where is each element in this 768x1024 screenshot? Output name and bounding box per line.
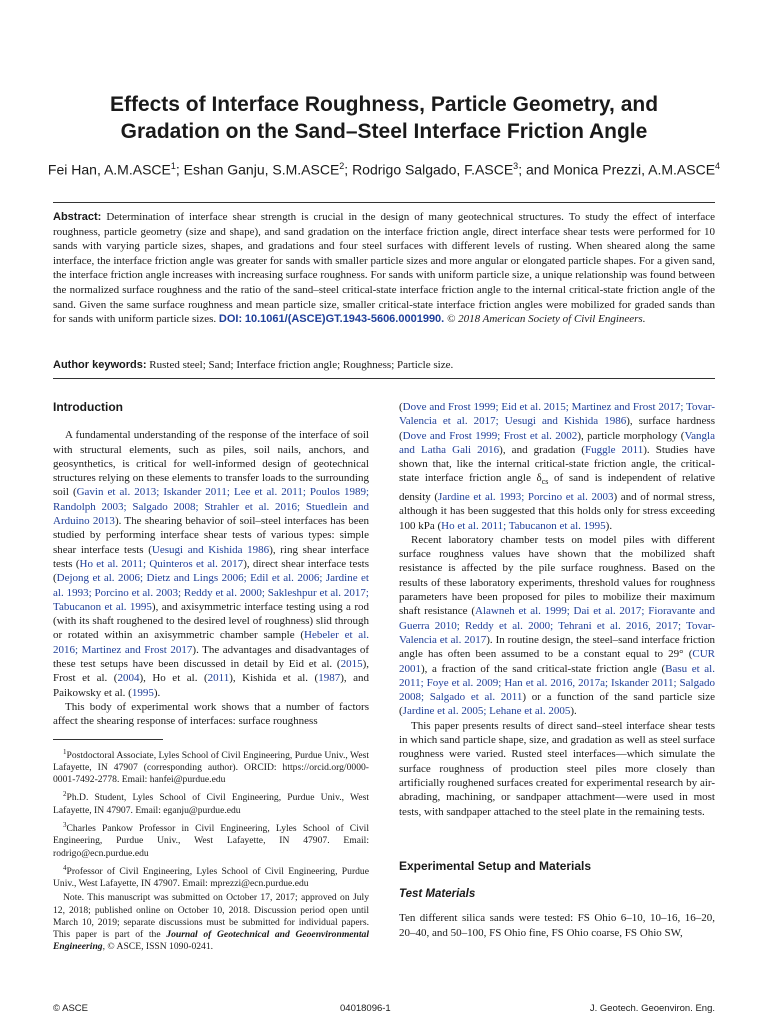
footnote-4-marker: 4: [63, 863, 67, 872]
submission-note: [53, 892, 369, 953]
footnote-2-marker: 2: [63, 790, 67, 799]
citation-link[interactable]: CUR 2001: [399, 648, 715, 675]
title-line-1: Effects of Interface Roughness, Particle Geometry, and: [109, 93, 659, 116]
footer-journal: J. Geotech. Geoenviron. Eng.: [589, 1003, 715, 1014]
footnote-1-text: Postdoctoral Associate, Lyles School of Civil Engineering, Purdue Univ., West Lafayette, IN 47907 (corresponding author). ORCID: https://orcid.org/0000-0001-7492-2778. Email: hanfei@purdue.edu: [53, 749, 369, 786]
citation-link[interactable]: Gavin et al. 2013; Iskander 2011; Lee et al. 2011; Poulos 1989; Randolph 2003; Salgado 2008; Strahler et al. 2016; Stuedlein and Arduino 2013: [53, 486, 369, 528]
author-3-affil: 3: [513, 161, 519, 171]
citation-link[interactable]: Vangla and Latha Gali 2016: [399, 429, 715, 456]
citation-link[interactable]: 1987: [318, 672, 341, 685]
footer-article-number: 04018096-1: [340, 1003, 391, 1014]
footnote-1: [53, 746, 369, 787]
section-heading-introduction: Introduction: [53, 400, 123, 414]
journal-name: Journal of Geotechnical and Geoenvironmental Engineering: [53, 928, 370, 953]
footnote-rule: [53, 739, 163, 740]
note-text: Note. This manuscript was submitted on October 17, 2017; approved on July 12, 2018; published online on October 10, 2018. Discussion period open until March 10, 2019; separate discussions must be submitted for individual papers. This paper is part of the: [53, 892, 369, 940]
abstract-top-rule: [53, 202, 715, 203]
citation-link[interactable]: Dove and Frost 1999; Frost et al. 2002: [402, 429, 578, 442]
citation-link[interactable]: Fuggle 2011: [584, 443, 644, 456]
citation-link[interactable]: Uesugi and Kishida 1986: [151, 543, 270, 556]
abstract-text: Determination of interface shear strength is crucial in the design of many geotechnical structures. To study the effect of interface roughness, particle geometry (size and shape), and sand gradation on the interface friction angle, direct interface shear tests were performed for 10 sands with varying particle sizes, shapes, and gradations and four steel surfaces with different levels of rusting. When sheared along the same interface, the interface friction angle was greater for sands with smaller particle sizes and more angular or elongated particle shapes. For a given sand, the interface friction angle increases with increasing surface roughness. For sands with uniform particle size, a unique relationship was found between the normalized surface roughness and the ratio of the sand–steel critical-state interface friction angle to the internal critical-state friction angle of the sand. Given the same surface roughness and mean particle size, smaller critical-state interface friction angles were mobilized for graded sands than for sands with uniform particle sizes.: [53, 211, 715, 326]
abstract: [53, 210, 715, 327]
author-4-affil: 4: [715, 161, 721, 171]
left-column: [53, 400, 369, 955]
keywords-text: Rusted steel; Sand; Interface friction angle; Roughness; Particle size.: [149, 359, 454, 371]
keywords-label: Author keywords:: [53, 359, 147, 371]
right-paragraph-1: (Dove and Frost 1999; Eid et al. 2015; Martinez and Frost 2017; Tovar-Valencia et al. 2017; Uesugi and Kishida 1986), surface hardness (Dove and Frost 1999; Frost et al. 2002), particle morphology (Vangla and Latha Gali 2016), and gradation (Fuggle 2011). Studies have shown that, like the internal critical-state friction angle, the critical-state interface friction angle $\delta_{cs}$ of sand is independent of relative density (Jardine et al. 1993; Porcino et al. 2003) and of normal stress, although it has been suggested that this holds only for stress exceeding 100 kPa (Ho et al. 2011; Tabucanon et al. 1995).: [399, 401, 716, 532]
citation-link[interactable]: Ho et al. 2011; Quinteros et al. 2017: [79, 557, 244, 570]
author-keywords: [53, 358, 715, 372]
citation-link[interactable]: Alawneh et al. 1999; Dai et al. 2017; Fioravante and Guerra 2010; Reddy et al. 2000; Tehrani et al. 2016, 2017; Tovar-Valencia et al. 2017: [399, 605, 715, 646]
author-2: ; Eshan Ganju, S.M.ASCE: [175, 161, 340, 178]
citation-link[interactable]: 2011: [207, 672, 230, 685]
citation-link[interactable]: Basu et al. 2011; Foye et al. 2009; Han et al. 2016, 2017a; Iskander 2011; Salgado 2008; Salgado et al. 2011: [399, 662, 715, 704]
author-1: Fei Han, A.M.ASCE: [47, 161, 171, 178]
author-1-affil: 1: [170, 161, 176, 171]
footnote-3-text: Charles Pankow Professor in Civil Engineering, Lyles School of Civil Engineering, Purdue Univ., West Lafayette, IN 47907. Email: rodrigo@ecn.purdue.edu: [53, 823, 369, 859]
citation-link[interactable]: 2004: [117, 672, 140, 685]
citation-link[interactable]: Ho et al. 2011; Tabucanon et al. 1995: [441, 519, 606, 532]
author-4: ; and Monica Prezzi, A.M.ASCE: [518, 161, 716, 178]
abstract-label: Abstract:: [53, 211, 102, 223]
keywords-bottom-rule: [53, 378, 715, 379]
footnote-3: [53, 819, 369, 860]
footnote-4: [53, 862, 369, 891]
author-3: ; Rodrigo Salgado, F.ASCE: [344, 161, 514, 178]
subsection-heading-materials: Test Materials: [399, 888, 476, 901]
right-paragraph-2: Recent laboratory chamber tests on model piles with different surface roughness values have shown that the mobilized shaft resistance is affected by the pile surface roughness. Based on the results of these laboratory experiments, threshold values for roughness parameters have been proposed for piles to mobilize their maximum shaft resistance (Alawneh et al. 1999; Dai et al. 2017; Fioravante and Guerra 2010; Reddy et al. 2000; Tehrani et al. 2016, 2017; Tovar-Valencia et al. 2017). In routine design, the steel–sand interface friction angle has often been assumed to be a constant equal to 29° (CUR 2001), a fraction of the sand critical-state friction angle (Basu et al. 2011; Foye et al. 2009; Han et al. 2016, 2017a; Iskander 2011; Salgado 2008; Salgado et al. 2011) or a function of the sand particle size (Jardine et al. 2005; Lehane et al. 2005).: [399, 533, 715, 718]
footnote-3-marker: 3: [63, 820, 67, 829]
footnote-1-marker: 1: [63, 747, 67, 756]
citation-link[interactable]: Jardine et al. 2005; Lehane et al. 2005: [402, 705, 571, 718]
materials-paragraph: Ten different silica sands were tested: FS Ohio 6–10, 10–16, 16–20, 20–40, and 50–100, FS Ohio fine, FS Ohio coarse, FS Ohio SW,: [399, 912, 715, 939]
author-2-affil: 2: [339, 161, 345, 171]
author-list: [40, 157, 728, 179]
citation-link[interactable]: Jardine et al. 1993; Porcino et al. 2003: [438, 490, 614, 503]
section-heading-setup: Experimental Setup and Materials: [399, 858, 592, 873]
right-paragraph-3: This paper presents results of direct sand–steel interface shear tests in which sand particle shape, size, and gradation as well as steel surface roughness were varied. Rusted steel interfaces—which simulate the surface roughness of production steel piles more closely than artificially roughened surfaces created for experimental research by air-abrading, machining, or sandpaper attachment—were used in most tests, with sandpaper attached to the steel plate in the remaining tests.: [399, 719, 715, 818]
footnote-2: [53, 788, 369, 817]
intro-paragraph-1: A fundamental understanding of the response of the interface of soil with structural elements, such as piles, soil nails, anchors, and geosynthetics, is critical for well-informed design of geotechnical structures relying on these elements to transfer loads to the surrounding soil (Gavin et al. 2013; Iskander 2011; Lee et al. 2011; Poulos 1989; Randolph 2003; Salgado 2008; Strahler et al. 2016; Stuedlein and Arduino 2013). The shearing behavior of soil–steel interfaces has been studied by performing interface shear tests of various types: simple shear interface tests (Uesugi and Kishida 1986), ring shear interface tests (Ho et al. 2011; Quinteros et al. 2017), direct shear interface tests (Dejong et al. 2006; Dietz and Lings 2006; Edil et al. 2006; Jardine et al. 1993; Porcino et al. 2003; Reddy et al. 2000; Sakleshpur et al. 2017; Tabucanon et al. 1995), and axisymmetric interface testing using a rod (with its shaft roughened to the desired level of roughness) slid through or rotated within an axisymmetric chamber sample (Hebeler et al. 2016; Martinez and Frost 2017). The advantages and disadvantages of these test setups have been discussed in detail by Eid et al. (2015), Frost et al. (2004), Ho et al. (2011), Kishida et al. (1987), and Paikowsky et al. (1995).: [53, 429, 370, 699]
title-line-2: Gradation on the Sand–Steel Interface Friction Angle: [120, 120, 648, 143]
doi-label: DOI:: [218, 313, 243, 326]
footnote-4-text: Professor of Civil Engineering, Lyles School of Civil Engineering, Purdue Univ., West Lafayette, IN 47907. Email: mprezzi@ecn.purdue.edu: [53, 865, 369, 890]
doi-link[interactable]: 10.1061/(ASCE)GT.1943-5606.0001990.: [244, 313, 445, 326]
citation-link[interactable]: 1995: [131, 686, 154, 699]
citation-link[interactable]: 2015: [340, 658, 363, 671]
abstract-copyright: © 2018 American Society of Civil Engineers.: [446, 313, 646, 326]
citation-link[interactable]: Dejong et al. 2006; Dietz and Lings 2006; Edil et al. 2006; Jardine et al. 1993; Porcino et al. 2003; Reddy et al. 2000; Sakleshpur et al. 2017; Tabucanon et al. 1995: [53, 572, 369, 613]
footer-copyright: © ASCE: [53, 1003, 88, 1014]
note-end: , © ASCE, ISSN 1090-0241.: [102, 941, 214, 953]
citation-link[interactable]: Hebeler et al. 2016; Martinez and Frost 2017: [53, 629, 369, 656]
citation-link[interactable]: Dove and Frost 1999; Eid et al. 2015; Martinez and Frost 2017; Tovar-Valencia et al. 2017; Uesugi and Kishida 1986: [399, 401, 715, 428]
right-column: [399, 400, 715, 940]
paper-title: [40, 91, 728, 145]
intro-paragraph-2: This body of experimental work shows that a number of factors affect the shearing response of interfaces: surface roughness: [53, 700, 369, 728]
footnote-2-text: Ph.D. Student, Lyles School of Civil Engineering, Purdue Univ., West Lafayette, IN 47907. Email: eganju@purdue.edu: [53, 792, 369, 816]
subscript: cs: [541, 477, 549, 487]
